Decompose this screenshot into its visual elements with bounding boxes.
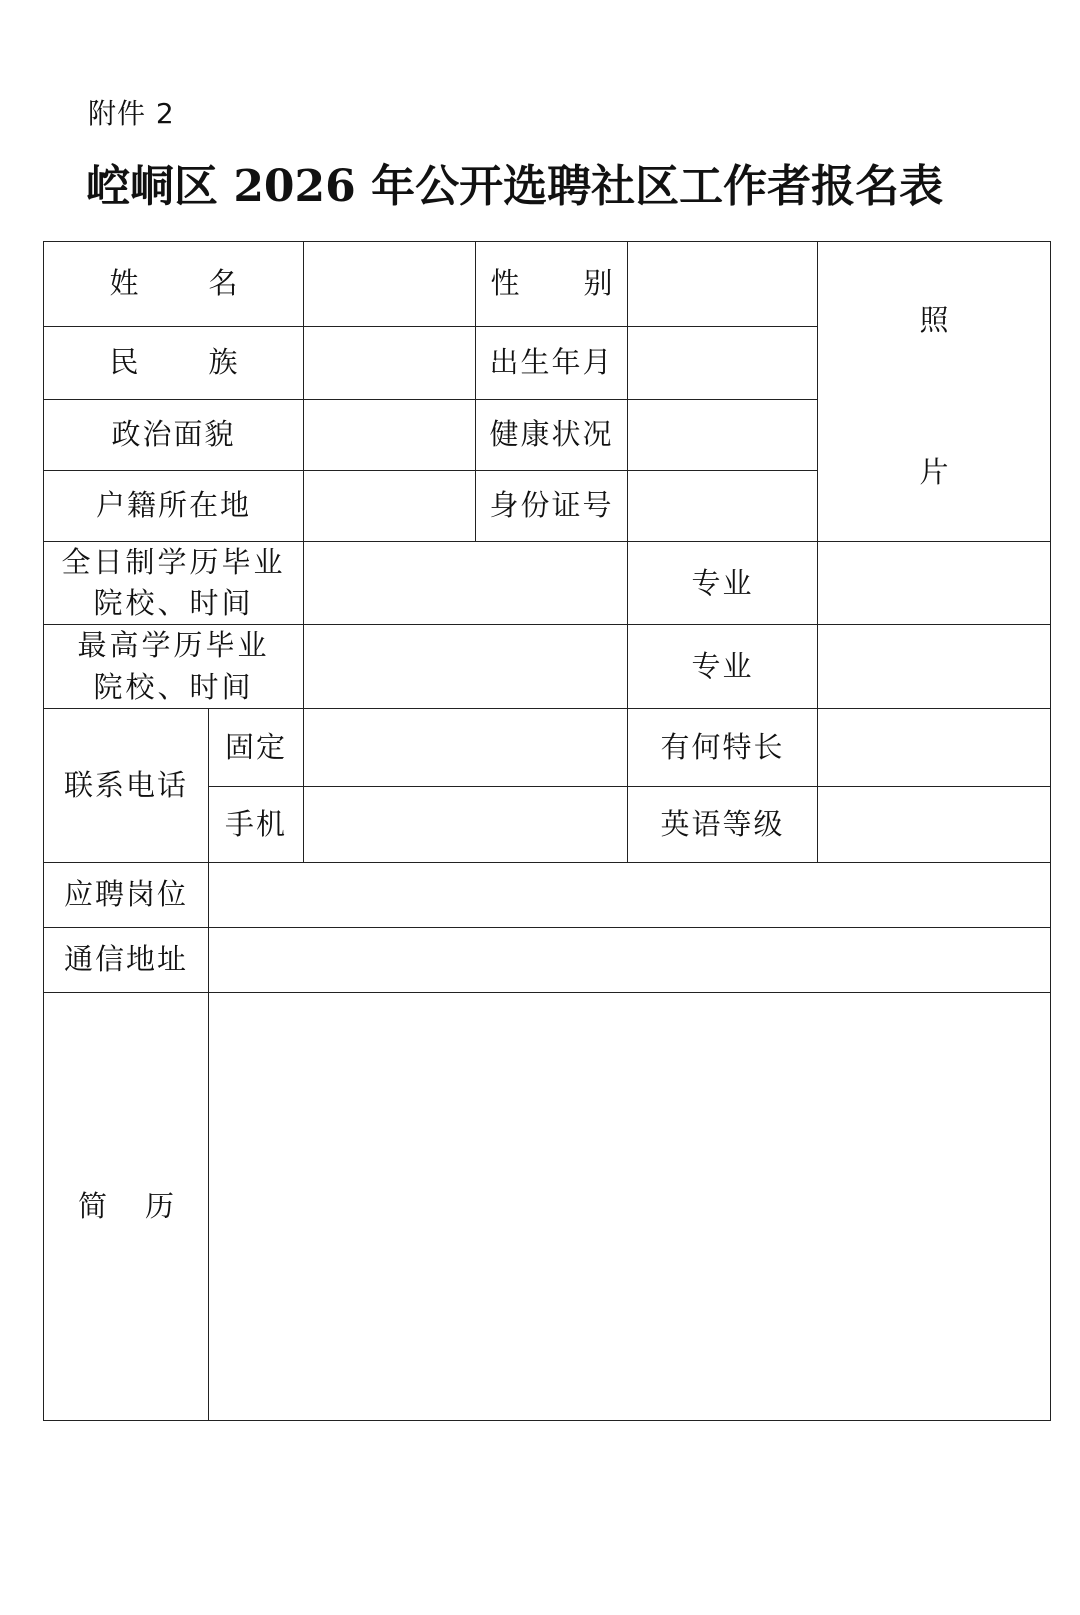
gender-label: 性 别 [490, 266, 613, 301]
name-label-cell [44, 242, 304, 327]
political-label: 政治面貌 [44, 400, 304, 471]
resume-label-cell [44, 992, 209, 1420]
major-field-2[interactable] [818, 625, 1051, 708]
english-field[interactable] [818, 786, 1051, 862]
fulltime-edu-field[interactable] [304, 542, 628, 625]
fulltime-edu-label-cell [44, 542, 304, 625]
position-field[interactable] [209, 862, 1051, 927]
fulltime-edu-label-line2: 院校、时间 [93, 586, 254, 621]
id-field[interactable] [628, 471, 818, 542]
highest-edu-label-line1: 最高学历毕业 [77, 628, 270, 663]
health-label: 健康状况 [476, 400, 628, 471]
specialty-label: 有何特长 [628, 708, 818, 786]
ethnicity-field[interactable] [304, 327, 476, 400]
gender-field[interactable] [628, 242, 818, 327]
name-field[interactable] [304, 242, 476, 327]
major-field-1[interactable] [818, 542, 1051, 625]
landline-label: 固定 [209, 708, 304, 786]
landline-field[interactable] [304, 708, 628, 786]
health-field[interactable] [628, 400, 818, 471]
gender-label-cell [476, 242, 628, 327]
photo-label-top: 照 [919, 303, 949, 337]
highest-edu-label-cell [44, 625, 304, 708]
political-field[interactable] [304, 400, 476, 471]
specialty-field[interactable] [818, 708, 1051, 786]
photo-box[interactable] [818, 242, 1051, 542]
attachment-label: 附件 2 [88, 97, 175, 130]
major-label-1: 专业 [628, 542, 818, 625]
registration-form-table [43, 241, 1051, 1421]
highest-edu-label-line2: 院校、时间 [93, 669, 254, 704]
mobile-field[interactable] [304, 786, 628, 862]
english-label: 英语等级 [628, 786, 818, 862]
address-label: 通信地址 [44, 927, 209, 992]
birth-field[interactable] [628, 327, 818, 400]
mobile-label: 手机 [209, 786, 304, 862]
resume-field[interactable] [209, 992, 1051, 1420]
id-label: 身份证号 [476, 471, 628, 542]
major-label-2: 专业 [628, 625, 818, 708]
household-label: 户籍所在地 [44, 471, 304, 542]
position-label: 应聘岗位 [44, 862, 209, 927]
photo-label-bottom: 片 [919, 455, 949, 489]
address-field[interactable] [209, 927, 1051, 992]
form-title: 崆峒区 2026 年公开选聘社区工作者报名表 [86, 161, 944, 212]
highest-edu-field[interactable] [304, 625, 628, 708]
phone-label: 联系电话 [44, 708, 209, 862]
fulltime-edu-label-line1: 全日制学历毕业 [61, 545, 286, 579]
resume-label: 简 历 [78, 1188, 174, 1223]
name-label: 姓 名 [109, 266, 238, 301]
ethnicity-label-cell [44, 327, 304, 400]
household-field[interactable] [304, 471, 476, 542]
ethnicity-label: 民 族 [109, 345, 238, 380]
birth-label: 出生年月 [476, 327, 628, 400]
